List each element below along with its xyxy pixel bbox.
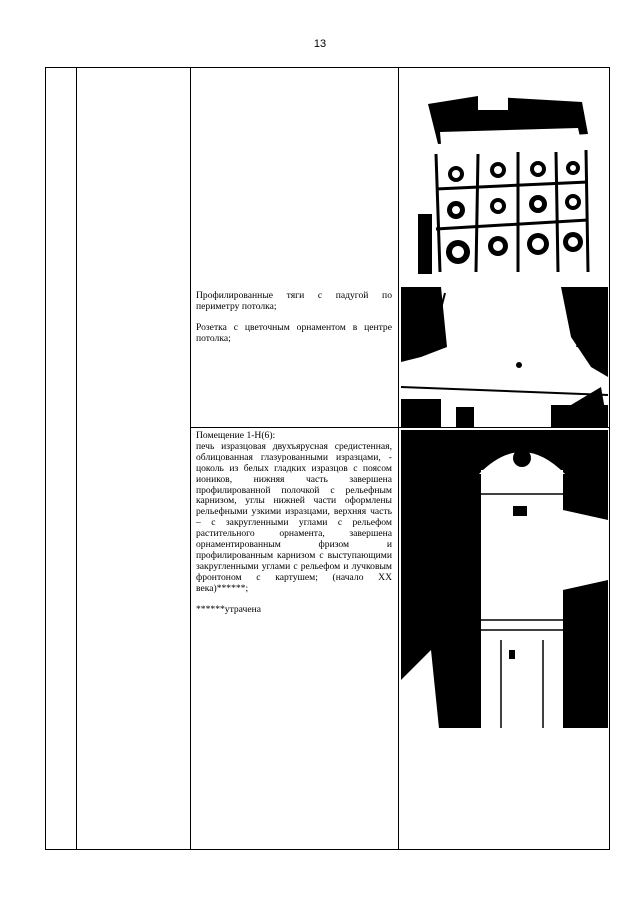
table-top-border (45, 67, 610, 68)
top-row-description (196, 291, 392, 355)
column-border-1 (45, 67, 46, 850)
paragraph-rosette: Розетка с цветочным орнаментом в центре потолка; (196, 321, 392, 344)
stove-in-room-photo (401, 430, 608, 748)
paragraph-cornice: Профилированные тяги с падугой по периметру потолка; (196, 290, 392, 312)
ceiling-cornice-photo (401, 287, 608, 427)
row-divider (190, 427, 610, 428)
room-heading: Помещение 1-Н(6): (196, 430, 276, 441)
column-border-5 (609, 67, 610, 850)
tiled-stove-photo-icon (418, 94, 592, 274)
column-border-3 (190, 67, 191, 850)
page-number: 13 (313, 38, 327, 50)
stove-description: печь изразцовая двухъярусная средистенная, облицованная глазурованными изразцами, - цоколь из белых гладких изразцов с поясом иоников, нижняя часть завершена профилированной полочкой с рельефным карнизом, углы нижней части оформлены рельефными узкими изразцами, верхняя часть – с закругленными углами с рельефом растительного орнамента, завершена орнаментированным фризом и профилированным карнизом с выступающими закругленными углами с рельефом и лучковым фронтоном с картушем; (начало XX века)******; (196, 440, 392, 594)
table-bottom-border (45, 849, 610, 850)
bottom-row-description (196, 431, 392, 626)
ceiling-cornice-photo-icon (401, 287, 608, 427)
tiled-stove-photo (418, 94, 592, 274)
column-border-4 (398, 67, 399, 850)
stove-in-room-photo-icon (401, 430, 608, 748)
column-border-2 (76, 67, 77, 850)
lost-note: ******утрачена (196, 603, 262, 615)
